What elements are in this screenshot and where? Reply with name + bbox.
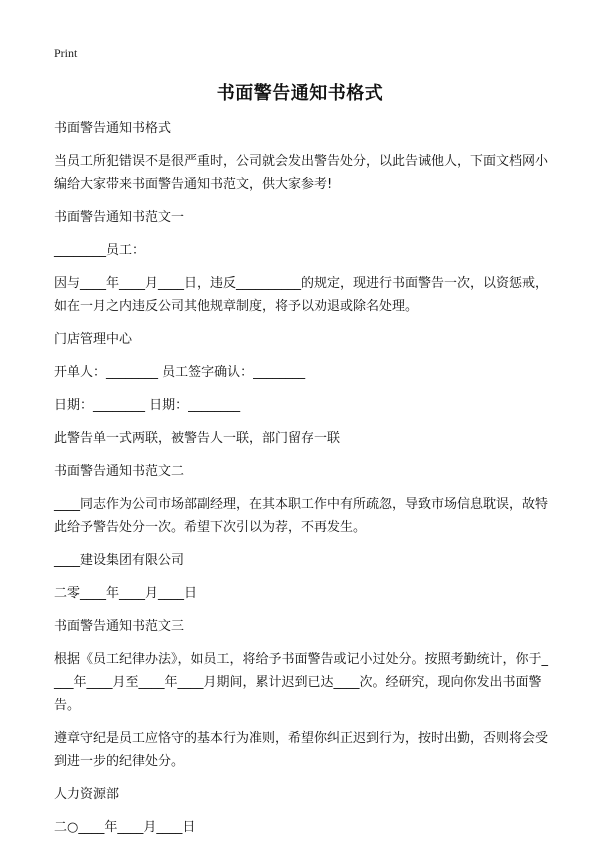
document-title: 书面警告通知书格式 — [216, 83, 384, 104]
sample-one-heading: 书面警告通知书范文一 — [54, 210, 185, 225]
intro-paragraph: 当员工所犯错误不是很严重时，公司就会发出警告处分，以此告诫他人，下面文档网小编给大家带来书面警告通知书范文，供大家参考! — [54, 154, 549, 192]
employee-line: ________员工： — [54, 243, 146, 258]
print-link[interactable]: Print — [54, 46, 78, 60]
sample-two-heading: 书面警告通知书范文二 — [54, 464, 185, 479]
discipline-paragraph: 遵章守纪是员工应恪守的基本行为准则，希望你纠正迟到行为，按时出勤，否则将会受到进一步的纪律处分。 — [54, 731, 549, 769]
signer-line: 开单人：________ 员工签字确认：________ — [54, 365, 306, 380]
sample-three-date: 二○____年____月____日 — [54, 820, 196, 835]
company-line: ____建设集团有限公司 — [54, 553, 185, 568]
sample-two-body: ____同志作为公司市场部副经理，在其本职工作中有所疏忽，导致市场信息耽误，故特此给予警告处分一次。希望下次引以为荐，不再发生。 — [54, 497, 549, 535]
department-line: 人力资源部 — [54, 787, 120, 802]
sample-three-body: 根据《员工纪律办法》，如员工，将给予书面警告或记小过处分。按照考勤统计，你于____年____月至____年____月期间，累计迟到已达____次。经研究，现向你发出书面警告。 — [54, 652, 549, 713]
section-heading: 书面警告通知书格式 — [54, 121, 172, 136]
copy-note: 此警告单一式两联，被警告人一联，部门留存一联 — [54, 431, 341, 446]
sample-two-date: 二零____年____月____日 — [54, 586, 198, 601]
sample-three-heading: 书面警告通知书范文三 — [54, 619, 185, 634]
sample-one-body: 因与____年____月____日，违反__________的规定，现进行书面警告一次，以资惩戒，如在一月之内违反公司其他规章制度，将予以劝退或除名处理。 — [54, 276, 549, 314]
issuer-line: 门店管理中心 — [54, 332, 133, 347]
date-line: 日期：________ 日期：________ — [54, 398, 241, 413]
document-body — [54, 117, 554, 851]
